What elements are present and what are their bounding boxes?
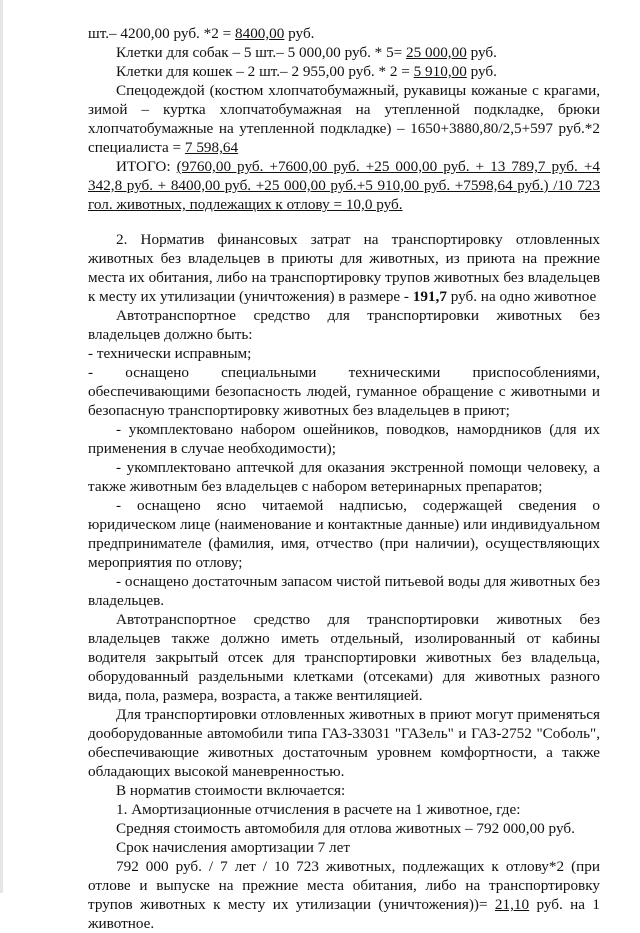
scan-edge [0,0,3,893]
list-item: - оснащено достаточным запасом чистой питьевой воды для животных без владельцев. [88,573,600,609]
paragraph-calculation [88,857,600,933]
paragraph-total [88,157,600,214]
line-dog-cages [88,43,600,62]
underlined-value: 8400,00 [235,25,285,42]
underlined-value: 7 598,64 [184,139,239,156]
underlined-value: 25 000,00 [406,44,467,61]
paragraph-vehicle-requirements: Автотранспортное средство для транспортировки животных без владельцев должно быть: [88,307,600,343]
underlined-formula: (9760,00 руб. +7600,00 руб. +25 000,00 руб. + 13 789,7 руб. +4 342,8 руб. + 8400,00 руб. +25 000,00 руб.+5 910,00 руб. +7598,64 руб.) /10 723 гол. животных, подлежащих к отлову = 10,0 руб. [88,158,600,213]
text: Клетки для собак – 5 шт.– 5 000,00 руб. * 5= [116,44,407,61]
underlined-value: 5 910,00 [413,63,467,80]
text: Спецодеждой (костюм хлопчатобумажный, рукавицы кожаные с крагами, зимой – куртка хлопчатобумажная на утепленной подкладке, брюки хлопчатобумажные на утепленной подкладке) – 1650+3880,80/2,5+597 руб.*2 специалиста = [88,82,600,156]
bold-value: 191,7 [412,288,447,305]
text: руб. [466,63,497,80]
text: 792 000 руб. / 7 лет / 10 723 животных, подлежащих к отлову*2 (при отлове и выпуске на прежние места обитания, либо на транспортировку трупов животных к месту их утилизации (уничтожения))= [88,858,600,913]
text: 2. Норматив финансовых затрат на транспортировку отловленных животных без владельцев в приюты для животных, из приюта на прежние места их обитания, либо на транспортировку трупов животных без владельцев к месту их утилизации (уничтожения) в размере - [88,231,600,305]
paragraph-vehicles: Для транспортировки отловленных животных в приют могут применяться дооборудованные автомобили типа ГАЗ-33031 "ГАЗель" и ГАЗ-2752 "Соболь", обеспечивающие животных достаточным уровнем комфортности, а также обладающих высокой маневренностью. [88,706,600,780]
text: руб. на одно животное [446,288,597,305]
text: Клетки для кошек – 2 шт.– 2 955,00 руб. * 2 = [116,63,414,80]
text: шт.– 4200,00 руб. *2 = [88,25,235,42]
document-page [88,24,600,933]
list-item: - оснащено ясно читаемой надписью, содержащей сведения о юридическом лице (наименование и контактные данные) или индивидуальном предпринимателе (фамилия, имя, отчество (при наличии), осуществляющих мероприятия по отлову; [88,497,600,571]
text: руб. на 1 животное. [88,896,600,932]
line-cost-continuation [88,24,600,43]
line-cat-cages [88,62,600,81]
paragraph-workwear [88,81,600,157]
spacer [88,214,600,230]
list-item: - укомплектовано набором ошейников, поводков, намордников (для их применения в случае необходимости); [88,421,600,457]
paragraph-avg-cost: Средняя стоимость автомобиля для отлова животных – 792 000,00 руб. [116,820,575,837]
paragraph-compartment: Автотранспортное средство для транспортировки животных без владельцев также должно иметь отдельный, изолированный от кабины водителя закрытый отсек для транспортировки животных без владельца, оборудованный раздельными клетками (отсеками) для животных разного вида, пола, размера, возраста, а также вентиляцией. [88,611,600,704]
paragraph-included: В норматив стоимости включается: [116,782,346,799]
text: ИТОГО: [116,158,177,175]
paragraph-period: Срок начисления амортизации 7 лет [116,839,350,856]
paragraph-depreciation: 1. Амортизационные отчисления в расчете на 1 животное, где: [116,801,521,818]
underlined-value: 21,10 [494,896,530,913]
list-item: - оснащено специальными техническими приспособлениями, обеспечивающими безопасность людей, гуманное обращение с животными и безопасную транспортировку животных без владельцев в приют; [88,364,600,419]
paragraph-section-2 [88,230,600,306]
text: руб. [284,25,315,42]
list-item: - укомплектовано аптечкой для оказания экстренной помощи человеку, а также животным без владельцев с набором ветеринарных препаратов; [88,459,600,495]
text: руб. [466,44,497,61]
list-item: - технически исправным; [88,345,252,362]
